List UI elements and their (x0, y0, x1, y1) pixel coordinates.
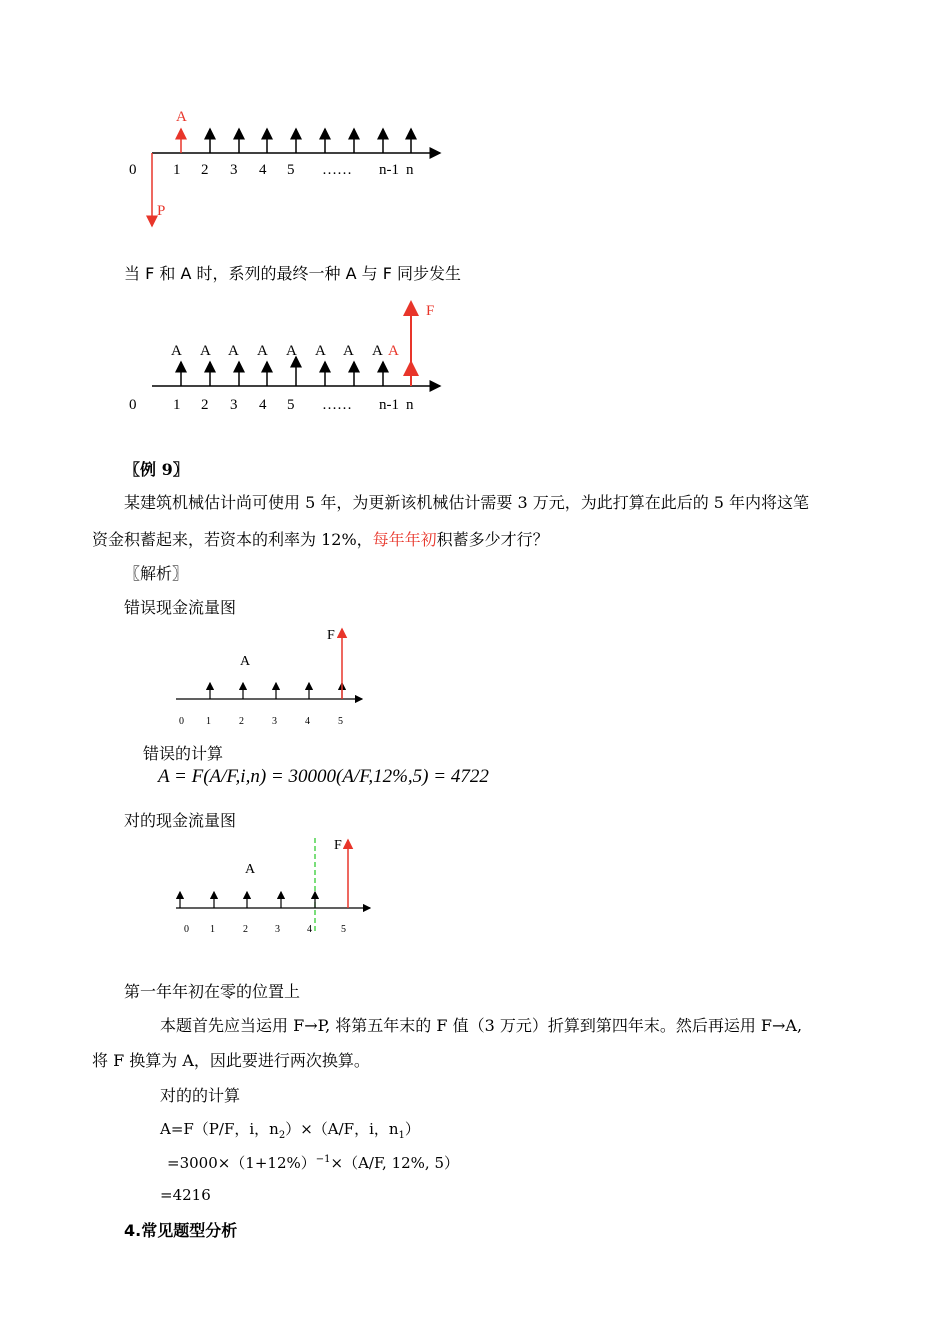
tick-label: 5 (338, 716, 343, 727)
tick-label: 3 (230, 397, 238, 413)
tick-label: 1 (173, 397, 181, 413)
label-A: A (286, 343, 297, 359)
label-A-red: A (388, 343, 399, 359)
label-A: A (372, 343, 383, 359)
wrong-cash-flow-diagram (170, 622, 370, 732)
calc-sub: 2 (278, 1130, 286, 1141)
label-A: A (240, 654, 251, 669)
cash-flow-diagram-1 (110, 100, 460, 235)
calc-text: ）×（A/F，i，n (285, 1120, 399, 1138)
calc-text: ） (404, 1120, 420, 1138)
tick-label: 4 (307, 924, 312, 935)
calc-sup: −1 (315, 1154, 331, 1165)
calc-line1 (160, 1118, 420, 1141)
tick-label: n (406, 397, 414, 413)
analysis-label: 〖解析〗 (124, 564, 189, 583)
example-title: 〖例 9〗 (124, 460, 189, 479)
label-P: P (157, 203, 166, 219)
tick-0: 0 (129, 162, 137, 178)
note-when-F-A: 当 F 和 A 时，系列的最终一种 A 与 F 同步发生 (124, 264, 461, 283)
right-calc-title: 对的的计算 (160, 1086, 241, 1105)
example-paragraph-line2 (92, 527, 549, 550)
label-A: A (171, 343, 182, 359)
para-text: 积蓄多少才行？ (436, 530, 549, 549)
label-A: A (257, 343, 268, 359)
tick-label: 3 (230, 162, 238, 178)
tick-label: …… (322, 162, 352, 178)
A-arrows (181, 357, 383, 386)
tick-label: 5 (287, 397, 295, 413)
tick-label: …… (322, 397, 352, 413)
tick-label: 4 (305, 716, 310, 727)
calc-line3: =4216 (160, 1186, 211, 1204)
label-F: F (327, 628, 335, 643)
calc-line2 (167, 1152, 459, 1173)
A-arrows (210, 683, 342, 699)
label-F: F (426, 303, 435, 319)
para-text: 资金积蓄起来，若资本的利率为 12%， (92, 530, 373, 549)
example-paragraph-line1: 某建筑机械估计尚可使用 5 年，为更新该机械估计需要 3 万元，为此打算在此后的 5 年内将这笔 (124, 493, 810, 512)
A-arrows (180, 892, 315, 908)
calc-text: ×（A/F, 12%, 5） (330, 1154, 459, 1172)
explain-line2: 将 F 换算为 A，因此要进行两次换算。 (92, 1051, 370, 1070)
tick-label: n-1 (379, 162, 399, 178)
calc-text: =3000×（1+12%） (167, 1154, 316, 1172)
right-diagram-title: 对的现金流量图 (124, 811, 237, 830)
tick-label: 4 (259, 397, 267, 413)
tick-label: n (406, 162, 414, 178)
tick-label: 2 (239, 716, 244, 727)
calc-text: A=F（P/F，i，n (160, 1120, 279, 1138)
tick-label: 1 (210, 924, 215, 935)
cash-flow-diagram-2 (110, 295, 460, 420)
section-heading: 4.常见题型分析 (124, 1221, 238, 1240)
right-cash-flow-diagram (170, 834, 380, 944)
label-A: A (200, 343, 211, 359)
wrong-formula: A = F(A/F,i,n) = 30000(A/F,12%,5) = 4722 (158, 766, 489, 787)
tick-label: 1 (206, 716, 211, 727)
wrong-diagram-title: 错误现金流量图 (124, 598, 237, 617)
A-arrows (210, 129, 411, 153)
para-highlight: 每年年初 (372, 530, 437, 549)
tick-label: 2 (243, 924, 248, 935)
tick-label: 1 (173, 162, 181, 178)
note-year-start: 第一年年初在零的位置上 (124, 982, 301, 1001)
wrong-calc-title: 错误的计算 (143, 744, 224, 763)
tick-label: 2 (201, 162, 209, 178)
explain-line1: 本题首先应当运用 F→P, 将第五年末的 F 值（3 万元）折算到第四年末。然后再运用 F→A, (160, 1016, 803, 1035)
tick-0: 0 (129, 397, 137, 413)
tick-label: n-1 (379, 397, 399, 413)
tick-label: 5 (341, 924, 346, 935)
label-A: A (228, 343, 239, 359)
calc-sub: 1 (398, 1130, 405, 1141)
label-F: F (334, 838, 342, 853)
label-A: A (343, 343, 354, 359)
tick-label: 3 (272, 716, 277, 727)
label-A: A (245, 862, 256, 877)
tick-label: 3 (275, 924, 280, 935)
tick-label: 2 (201, 397, 209, 413)
tick-label: 5 (287, 162, 295, 178)
tick-label: 0 (179, 716, 184, 727)
tick-label: 4 (259, 162, 267, 178)
tick-label: 0 (184, 924, 189, 935)
label-A: A (315, 343, 326, 359)
label-A: A (176, 109, 187, 125)
